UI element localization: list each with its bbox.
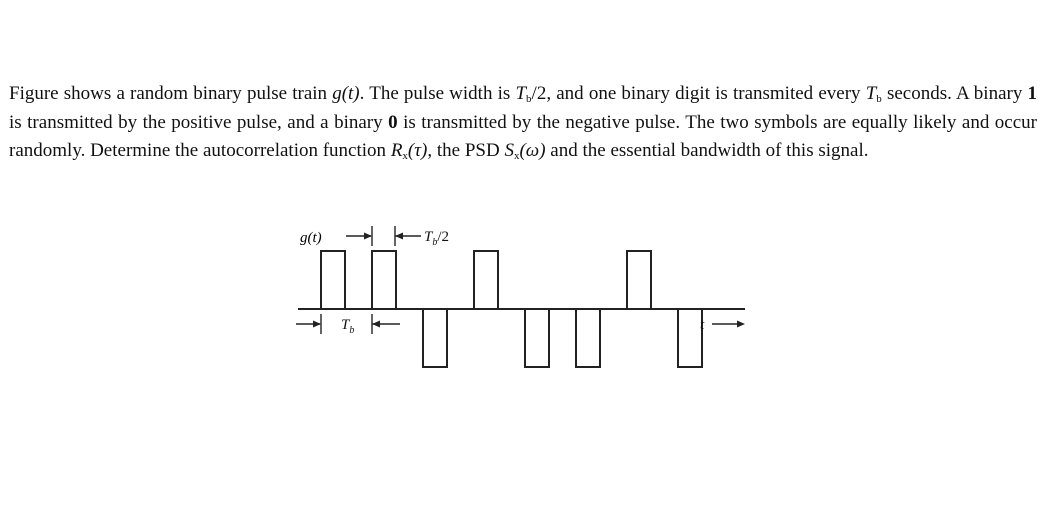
time-arrow [712, 321, 745, 328]
g-label: g(t) [300, 230, 322, 246]
negative-pulse [678, 309, 702, 367]
period-label: $T_b$ [341, 317, 355, 336]
positive-pulse [321, 251, 345, 309]
problem-text: Figure shows a random binary pulse train g(t). The pulse width is $T_b/2$, and one binary digit is transmited every $T_b$ seconds. A binary 1 is transmitted by the positive pulse, and a binary 0 is transmitted by the negative pulse. The two symbols are equally likely and occur randomly. Determine the autocorrelation function $R_x(\tau)$, the PSD $S_x(\omega)$ and the essential bandwidth of this signal. [9, 83, 1038, 162]
t-label: t [700, 317, 705, 333]
negative-pulse [576, 309, 600, 367]
half-width-label: $T_b/2$ [424, 229, 450, 248]
positive-pulse [627, 251, 651, 309]
negative-pulse [525, 309, 549, 367]
positive-pulse [474, 251, 498, 309]
half-width-annotation [346, 226, 421, 246]
positive-pulse [372, 251, 396, 309]
negative-pulse [423, 309, 447, 367]
